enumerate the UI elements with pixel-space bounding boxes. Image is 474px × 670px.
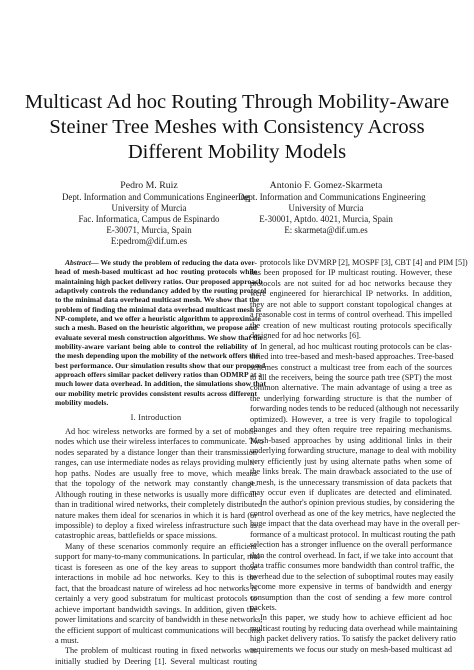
text-line: Mesh-based approaches by using additional links in their [250, 435, 452, 445]
abstract-line: our mobility metric provides consistent results across different [55, 388, 257, 398]
text-line: a reasonable cost in terms of control overhead. This impelled [250, 310, 452, 320]
text-line: a mesh, is the unnecessary transmission of data packets that [250, 477, 452, 487]
text-line: protocols are not suited for ad hoc networks because they [250, 278, 452, 288]
abstract-line: to the minimal data overhead multicast mesh. We show that the [55, 295, 260, 305]
text-line: impossible) to deploy a fixed wireless infrastructure such as [55, 521, 257, 531]
text-line: than in traditional wired networks, their completely distributed [55, 500, 263, 510]
paragraph [250, 613, 458, 655]
text-line: the creation of new multicast routing protocols specifically [250, 320, 452, 330]
text-line: interactions in mobile ad hoc networks. Key to this is the [55, 573, 257, 583]
abstract-line: best performance. Our simulation results show that our proposed [55, 360, 266, 370]
abstract-line: much lower data overhead. In addition, the simulations show that [55, 379, 266, 389]
abstract-line: such a mesh. Based on the heuristic algorithm, we propose and [55, 323, 257, 333]
text-line: to all the receivers, being the source path tree (SPT) the most [250, 372, 452, 382]
text-line: nodes which use their wireless interfaces to communicate. Two [55, 437, 264, 447]
text-line: formance of a multicast protocol. In multicast routing the path [250, 529, 456, 539]
text-line: underlying forwarding structure, manage to deal with mobility [250, 446, 457, 456]
text-line: catastrophic areas, battlefields or space missions. [55, 531, 217, 541]
paragraph [55, 426, 264, 542]
text-line: has been proposed for IP multicast routing. However, these [250, 268, 452, 278]
abstract-line: evaluate several mesh construction algorithms. We show that the [55, 332, 264, 342]
text-line: fact, that the broadcast nature of wireless ad hoc networks is [55, 583, 257, 593]
text-line: hop paths. Nodes are usually free to move, which means [55, 468, 257, 478]
text-line: than the control overhead. In fact, if we take into account that [250, 550, 454, 560]
paragraph [250, 258, 468, 342]
text-line: protocols like DVMRP [2], MOSPF [3], CBT [4] and PIM [5]) [260, 258, 468, 267]
text-line: control overhead as one of the key metrics, have neglected the [250, 508, 456, 518]
abstract-label: Abstract [65, 258, 91, 267]
abstract-dash: — [91, 258, 101, 267]
abstract-line: maintaining high packet delivery ratios. Our proposed approach [55, 276, 263, 286]
abstract-line: head of mesh-based multicast ad hoc routing protocols while [55, 267, 257, 277]
author-affiliation-line: E-30071, Murcia, Spain [106, 225, 192, 235]
text-line: designed for ad hoc networks [6]. [250, 331, 361, 341]
text-line: In the author's opinion previous studies, by considering the [260, 498, 455, 508]
author-name: Pedro M. Ruiz [120, 180, 178, 191]
abstract-line: the mesh depending upon the mobility of the network offers the [55, 351, 260, 361]
text-line: packets. [250, 602, 277, 612]
author-affiliation-line: Dept. Information and Communications Engineering [238, 192, 426, 202]
text-line: requirements we focus our study on mesh-based multicast ad [250, 644, 452, 654]
text-line: selection has a stronger influence on the overall performance [250, 540, 452, 550]
text-line: optimized). However, a tree is very fragile to topological [250, 414, 452, 424]
text-line: nodes separated by a distance longer than their transmission [55, 447, 257, 457]
abstract-line: NP-complete, and we offer a heuristic algorithm to approximate [55, 314, 261, 324]
paragraph [55, 541, 263, 647]
author-block-2 [238, 179, 426, 236]
text-line: achieve important bandwidth savings. In addition, given the [55, 604, 257, 614]
text-line: Ad hoc wireless networks are formed by a set of mobile [65, 426, 257, 436]
text-line: changes and they often require tree repairing mechanisms. [250, 425, 452, 435]
abstract-line: approach offers similar packet delivery ratios than ODMRP at a [55, 370, 263, 380]
text-line: were engineered for hierarchical IP networks. In addition, [250, 289, 452, 299]
text-line: initially studied by Deering [1]. Several multicast routing [55, 656, 257, 666]
text-line: nature makes them ideal for scenarios in which it is hard (or [55, 510, 257, 520]
text-line: a must. [55, 636, 79, 646]
text-line: the efficient support of multicast communications will become [55, 625, 262, 635]
paragraph [55, 646, 257, 667]
text-line: consumption than the cost of sending a few more control [250, 592, 452, 602]
author-block-1 [62, 179, 250, 247]
text-line: The problem of multicast routing in fixed networks was [65, 646, 257, 656]
text-line: Although routing in these networks is usually more difficult [55, 489, 257, 499]
paragraph [250, 341, 459, 499]
title-line: Steiner Tree Meshes with Consistency Across [49, 116, 425, 138]
text-line: multicast routing by reducing data overhead while maintaining [250, 623, 458, 633]
text-line: schemes construct a multicast tree from each of the sources [250, 362, 452, 372]
text-line: overhead due to the selection of suboptimal routes may easily [250, 571, 454, 581]
text-line: forwarding nodes tends to be reduced (although not necessarily [250, 404, 459, 414]
text-line: very efficiently just by using alternate paths when some of [250, 456, 452, 466]
paragraph [250, 498, 460, 613]
text-line: the underlying forwarding structure is that the number of [250, 393, 452, 403]
author-email: E:pedrom@dif.um.es [110, 236, 188, 246]
text-line: common alternative. The main advantage of using a tree as [250, 383, 452, 393]
author-affiliation-line: University of Murcia [288, 203, 364, 213]
text-line: sified into tree-based and mesh-based approaches. Tree-based [250, 352, 454, 362]
text-line: power limitations and scarcity of bandwidth in these networks, [55, 615, 263, 625]
abstract-line: problem of finding the minimal data overhead multicast mesh is [55, 304, 261, 314]
text-line: ticast is foreseen as one of the key areas to support those [55, 562, 257, 572]
text-line: they are not able to support constant topological changes at [250, 299, 452, 309]
abstract-line [55, 258, 257, 267]
title-line: Multicast Ad hoc Routing Through Mobility-Aware [24, 91, 450, 113]
text-line: may occur even if duplicates are detected and eliminated. [250, 487, 452, 497]
text-line: high packet delivery ratios. To satisfy the packet delivery ratio [250, 634, 456, 644]
author-affiliation-line: Dept. Information and Communications Engineering [62, 192, 250, 202]
abstract-line: mobility-aware variant being able to control the reliability of [55, 342, 257, 352]
text-line: that the topology of the network may constantly change. [55, 479, 257, 489]
text-line: become more expensive in terms of bandwidth and energy [250, 582, 452, 592]
author-affiliation-line: Fac. Informatica, Campus de Espinardo [78, 214, 220, 224]
abstract-text: We study the problem of reducing the data over- [100, 258, 257, 267]
paper-title [0, 90, 474, 165]
text-line: data traffic consumes more bandwidth than control traffic, the [250, 561, 455, 571]
abstract [55, 258, 267, 408]
text-line: certainly a very good substratum for multicast protocols to [55, 594, 257, 604]
text-line: In this paper, we study how to achieve efficient ad hoc [260, 613, 452, 623]
text-line: support for many-to-many communications. In particular, mul- [55, 552, 263, 562]
abstract-line: mobility models. [55, 398, 109, 408]
section-heading: I. Introduction [130, 412, 182, 422]
author-affiliation-line: University of Murcia [111, 203, 187, 213]
text-line: ranges, can use intermediate nodes as relays providing multi- [55, 458, 257, 468]
right-column [250, 258, 468, 655]
text-line: In general, ad hoc multicast routing protocols can be clas- [260, 341, 452, 351]
text-line: Many of these scenarios commonly require an efficient [65, 541, 257, 551]
abstract-line: adaptively controls the redundancy added by the routing protocol [55, 286, 267, 296]
text-line: the links break. The main drawback associated to the use of [250, 467, 452, 477]
text-line: huge impact that the data overhead may have in the overall per- [250, 519, 460, 529]
title-line: Different Mobility Models [127, 141, 347, 163]
right-column-body [250, 258, 468, 655]
author-affiliation-line: E-30001, Aptdo. 4021, Murcia, Spain [259, 214, 393, 224]
author-name: Antonio F. Gomez-Skarmeta [269, 180, 383, 191]
author-email: E: skarmeta@dif.um.es [284, 225, 368, 235]
